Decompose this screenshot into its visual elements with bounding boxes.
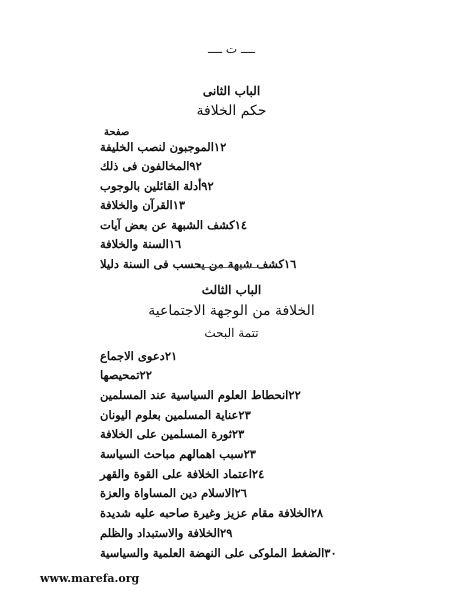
toc-entry-text: كشف الشبهة عن بعض آيات [100,217,235,232]
toc-row [100,346,403,365]
toc-page-number: ٩٢ [201,178,214,193]
toc-page-number: ٢٢ [139,368,152,383]
toc-row [100,425,403,444]
toc-entry-text: الخلافة والاستبداد والظلم [100,525,221,540]
toc-row [100,196,403,215]
page-ornament: ــــ ت ــــ [207,42,256,56]
toc-entry-text: الاسلام دين المساواة والعزة [100,486,235,501]
toc-row [100,385,403,404]
toc-page-number: ١٦ [283,256,297,271]
chapter3-subtitle: تتمة البحث [204,326,259,340]
footer-url[interactable]: www.marefa.org [40,572,140,585]
toc-page-number: ٢٣ [231,427,245,442]
toc-entry-text: أدلة القائلين بالوجوب [100,178,202,193]
toc-entry-text: المخالفون فى ذلك [100,159,190,173]
toc-page-number: ١٤ [234,217,248,232]
toc-page-number: ١٢ [213,139,227,154]
toc-row [100,215,403,234]
chapter3-label: الباب الثالث [201,283,262,297]
toc-row [100,157,403,176]
toc-row [100,484,403,503]
chapter2-label: الباب الثانى [202,84,261,98]
toc-page-number: ٢٣ [238,407,251,422]
toc-row [100,445,403,464]
chapter2-title: حكم الخلافة [196,103,267,119]
toc-entry-text: اعتماد الخلافة على القوة والقهر [100,466,252,481]
toc-page-number: ٣٠ [324,545,337,560]
toc-entry-text: انحطاط العلوم السياسية عند المسلمين [100,387,289,402]
toc-entry-text: دعوى الاجماع [100,348,165,363]
toc-row [100,464,403,483]
toc-row [100,176,403,195]
toc-entry-text: تمحيصها [100,368,140,383]
toc-entry-text: الموجبون لنصب الخليفة [100,139,214,154]
toc-row [100,523,403,542]
toc-row [100,235,403,254]
toc-entry-text: السنة والخلافة [100,237,169,251]
toc-row [100,405,403,424]
toc-row [100,543,403,562]
toc-page-number: ٢٣ [243,447,256,461]
toc-entry-text: سبب اهمالهم مباحث السياسة [100,447,244,461]
toc-page-number: ٢١ [164,348,178,363]
toc-entry-text: عناية المسلمين بعلوم اليونان [100,407,239,422]
toc-row [100,504,403,523]
toc-page-number: ٢٨ [310,506,324,521]
toc-row [100,254,403,273]
toc-page-number: ٢٤ [251,466,265,481]
toc-entry-text: ثورة المسلمين على الخلافة [100,427,232,442]
toc-page-number: ٢٩ [220,525,233,540]
chapter3-title: الخلافة من الوجهة الاجتماعية [148,303,315,319]
page-column-header: صفحة [104,127,130,138]
toc-entry-text: القرآن والخلافة [100,198,173,212]
toc-entry-text: كشف شبهة من يحسب فى السنة دليلا [100,256,284,271]
toc-row [100,137,403,156]
toc-row [100,366,403,385]
toc-page-number: ٩٢ [189,159,202,173]
toc-page-number: ١٦ [168,237,182,251]
toc-page-number: ٢٢ [288,387,301,402]
toc-page-number: ٢٦ [234,486,247,501]
toc-entry-text: الخلافة مقام عزيز وغيرة صاحبه عليه شديدة [100,506,311,521]
section-divider [195,267,265,268]
toc-entry-text: الضغط الملوكى على النهضة العلمية والسياسية [100,545,325,560]
toc-page-number: ١٣ [172,198,186,212]
